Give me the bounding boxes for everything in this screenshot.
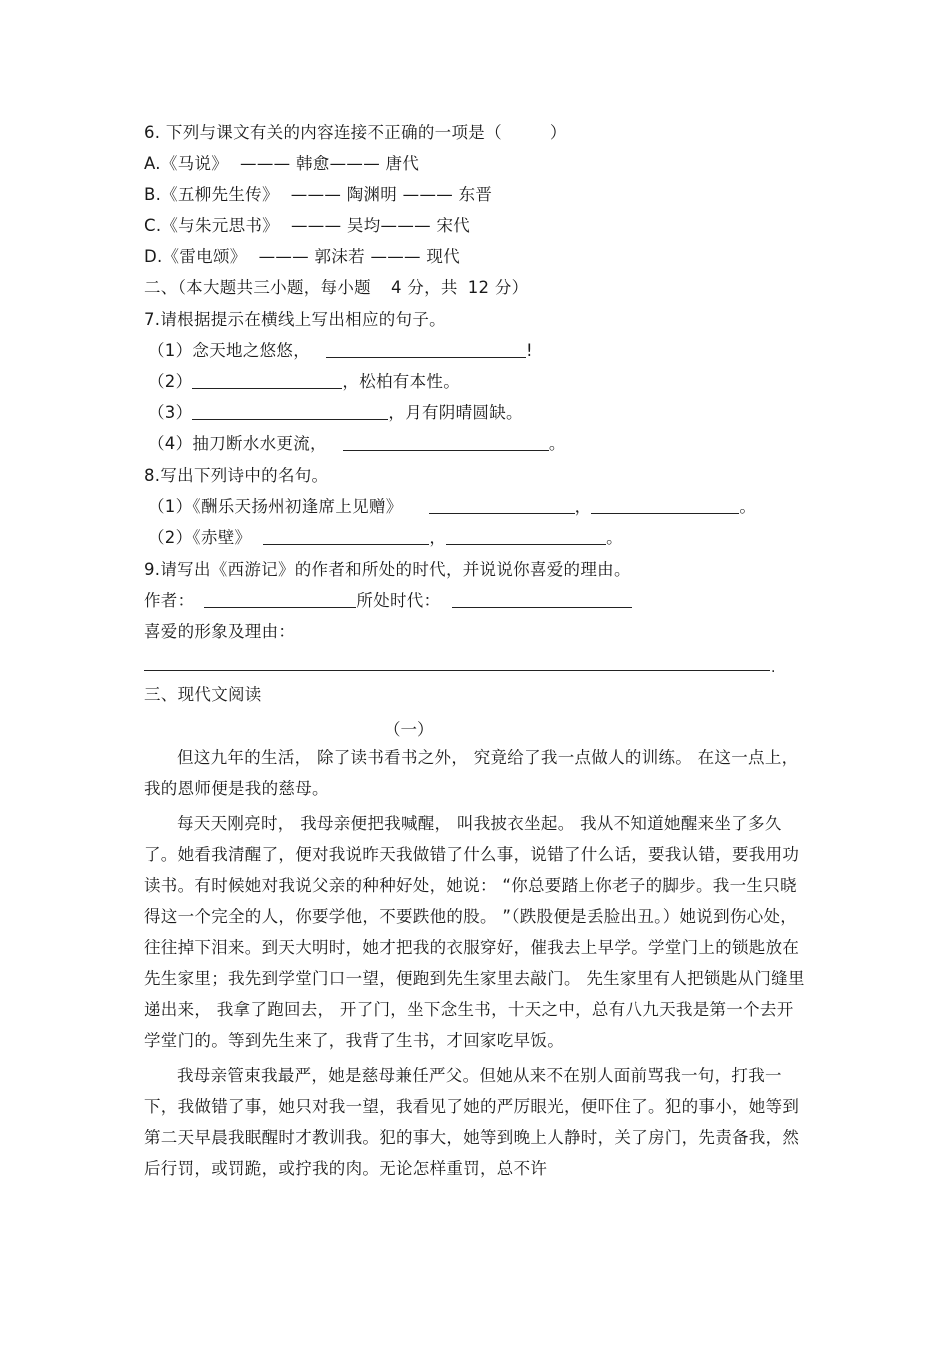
q6-option-b-title: B.《五柳先生传》 (144, 185, 279, 204)
q8-item-2-end: 。 (606, 528, 623, 547)
answer-blank[interactable] (343, 434, 549, 451)
q7-item-2-prompt: （2） (148, 372, 193, 391)
answer-blank[interactable] (446, 528, 606, 545)
q8-item-2 (148, 528, 623, 548)
q6-option-b (144, 185, 492, 205)
q6-stem-close: ） (549, 123, 567, 142)
section3-title: 三、现代文阅读 (144, 685, 262, 704)
q6-option-d (144, 247, 460, 267)
q7-item-1-end: ! (526, 341, 533, 360)
q6-option-a (144, 154, 419, 174)
q8-item-1-prompt: （1）《酬乐天扬州初逢席上见赠》 (148, 497, 403, 516)
q7-item-4-prompt: （4）抽刀断水水更流， (148, 434, 327, 453)
reason-end-mark: . (771, 660, 776, 676)
q8-item-1 (148, 497, 756, 517)
q8-stem: 8.写出下列诗中的名句。 (144, 466, 329, 485)
q6-option-d-title: D.《雷电颂》 (144, 247, 247, 266)
era-blank[interactable] (452, 591, 632, 608)
passage-paragraph-2: 每天天刚亮时， 我母亲便把我喊醒， 叫我披衣坐起。 我从不知道她醒来坐了多久了。她看我清醒了，便对我说昨天我做错了什么事，说错了什么话，要我认错，要我用功读书。有时候她对我说父亲的种种好处，她说： “你总要踏上你老子的脚步。我一生只晓得这一个完全的人，你要学他，不要跌他的股。 ”（跌股便是丢脸出丑。）她说到伤心处，往往掉下泪来。到天大明时，她才把我的衣服穿好，催我去上早学。学堂门上的锁匙放在先生家里；我先到学堂门口一望，便跑到先生家里去敲门。 先生家里有人把锁匙从门缝里递出来， 我拿了跑回去， 开了门，坐下念生书，十天之中，总有八九天我是第一个去开学堂门的。等到先生来了，我背了生书，才回家吃早饭。 (144, 814, 805, 1050)
q6-option-a-title: A.《马说》 (144, 154, 229, 173)
q7-item-1-prompt: （1）念天地之悠悠， (148, 341, 310, 360)
reason-answer-line[interactable] (144, 670, 770, 671)
passage-part-label: （一） (384, 720, 434, 739)
passage-paragraph-3: 我母亲管束我最严，她是慈母兼任严父。但她从来不在别人面前骂我一句，打我一下，我做错了事，她只对我一望，我看见了她的严厉眼光，便吓住了。犯的事小，她等到第二天早晨我眠醒时才教训我。犯的事大，她等到晚上人静时，关了房门，先责备我，然后行罚，或罚跪，或拧我的肉。无论怎样重罚，总不许 (144, 1066, 800, 1178)
section2-title: 二、（本大题共三小题，每小题 (144, 278, 371, 297)
q9-stem: 9.请写出《西游记》的作者和所处的时代，并说说你喜爱的理由。 (144, 560, 631, 579)
answer-blank[interactable] (591, 497, 739, 514)
q9-author-row (144, 591, 632, 611)
answer-blank[interactable] (192, 372, 342, 389)
answer-blank[interactable] (429, 497, 575, 514)
q6-option-b-detail: ——— 陶渊明 ——— 东晋 (290, 185, 493, 204)
reading-passage (144, 742, 808, 1184)
answer-blank[interactable] (192, 403, 388, 420)
q7-item-3-end: ，月有阴晴圆缺。 (388, 403, 523, 422)
q6-option-d-detail: ——— 郭沫若 ——— 现代 (258, 247, 460, 266)
q7-item-3-prompt: （3） (148, 403, 193, 422)
answer-blank[interactable] (263, 528, 429, 545)
q9-author-label: 作者： (144, 591, 195, 610)
q7-item-1 (148, 341, 533, 361)
q7-item-4 (148, 434, 566, 454)
q8-item-1-comma: ， (574, 497, 592, 516)
section2-score2: 12 分） (467, 278, 529, 297)
section2-score1: 4 分，共 (390, 278, 458, 297)
q8-item-1-end: 。 (739, 497, 757, 516)
q9-era-label: 所处时代： (356, 591, 441, 610)
q7-stem: 7.请根据提示在横线上写出相应的句子。 (144, 310, 446, 329)
passage-paragraph-1: 但这九年的生活， 除了读书看书之外， 究竟给了我一点做人的训练。 在这一点上，我的恩师便是我的慈母。 (144, 748, 799, 798)
q7-item-2 (148, 372, 460, 392)
q8-item-2-prompt: （2）《赤壁》 (148, 528, 252, 547)
answer-blank[interactable] (326, 341, 526, 358)
q6-stem-text: 6. 下列与课文有关的内容连接不正确的一项是（ (144, 123, 502, 142)
q7-item-4-end: 。 (548, 434, 566, 453)
q7-item-3 (148, 403, 523, 423)
q7-item-2-end: ，松柏有本性。 (342, 372, 461, 391)
q9-reason-label: 喜爱的形象及理由： (144, 622, 296, 641)
q6-option-a-detail: ——— 韩愈——— 唐代 (240, 154, 420, 173)
section2-heading (144, 278, 528, 298)
q6-option-c-detail: ——— 吴均——— 宋代 (290, 216, 471, 235)
q6-stem (144, 123, 567, 143)
q8-item-2-comma: ， (429, 528, 447, 547)
q6-option-c-title: C.《与朱元思书》 (144, 216, 279, 235)
author-blank[interactable] (204, 591, 356, 608)
q6-option-c (144, 216, 470, 236)
